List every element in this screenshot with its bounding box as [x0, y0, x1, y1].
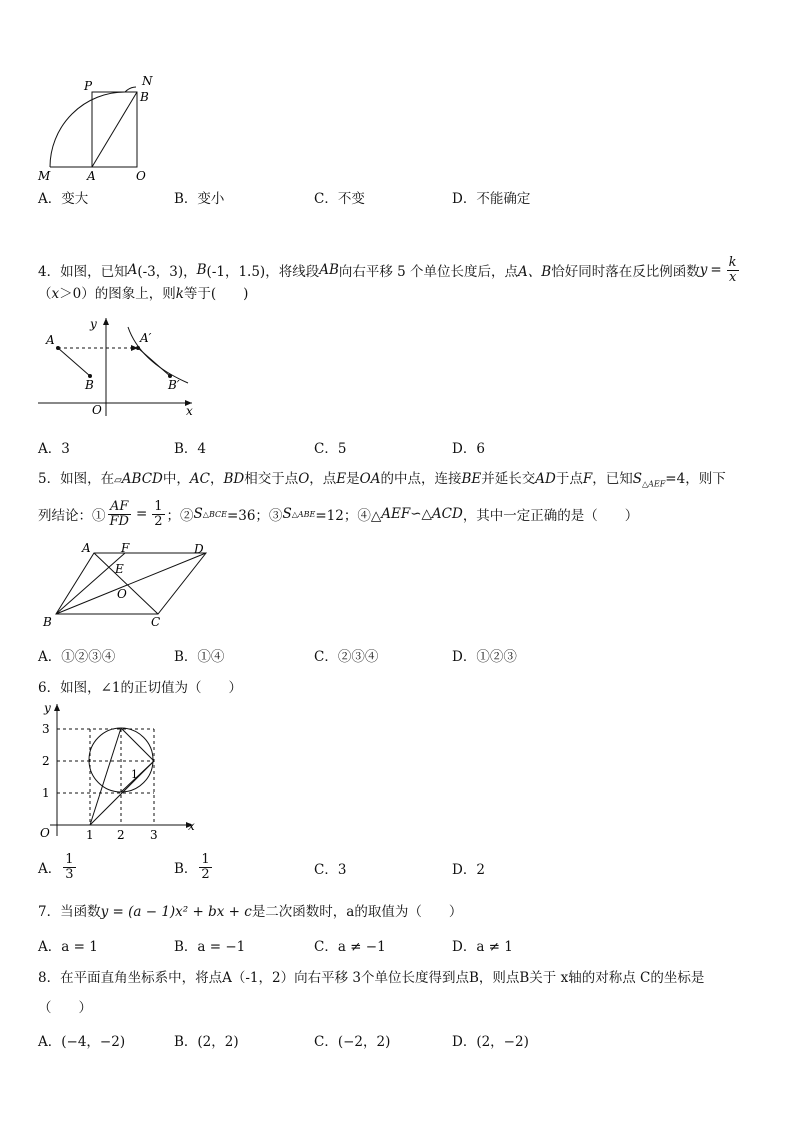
q6-label-y1: 1 — [42, 786, 50, 800]
q4-text: A — [127, 262, 138, 278]
q5-text: 中， — [162, 471, 190, 487]
q5-text: ， — [209, 471, 224, 487]
q6-option-b-fraction — [199, 853, 211, 882]
q6-option-a-fraction — [63, 853, 75, 882]
q6-frac-den: 2 — [201, 866, 210, 882]
q3-label-M: M — [38, 169, 51, 183]
q3-label-B: B — [140, 90, 149, 104]
q6-option-b-letter: B． — [174, 861, 198, 877]
q7-option-c[interactable]: C．a ≠ −1 — [314, 939, 386, 955]
q4-option-b[interactable]: B．4 — [174, 441, 207, 457]
q5-label-A: A — [82, 541, 91, 555]
q4-option-d[interactable]: D．6 — [452, 441, 485, 457]
q8-option-b[interactable]: B．(2，2) — [174, 1034, 239, 1050]
q5-label-D: D — [194, 542, 204, 556]
q5-text: △BCE — [202, 509, 227, 519]
q6-option-d[interactable]: D．2 — [452, 862, 485, 878]
q3-option-d[interactable]: D．不能确定 — [452, 191, 531, 207]
q4-label-B: B — [85, 378, 94, 392]
q5-text: △ — [421, 506, 432, 522]
q6-option-a-letter: A． — [38, 861, 62, 877]
q5-frac-den: 2 — [154, 513, 163, 529]
q5-text: AC — [189, 471, 210, 487]
q6-option-b[interactable] — [174, 848, 214, 886]
q5-fraction-af-fd — [108, 500, 131, 529]
q5-text: S — [632, 471, 642, 487]
q4-fraction — [727, 256, 739, 285]
q5-text: ，点 — [309, 471, 337, 487]
q5-text: ，其中一定正确的是（ ） — [462, 508, 639, 524]
q6-label-x1: 1 — [86, 828, 94, 842]
q8-option-c[interactable]: C．(−2，2) — [314, 1034, 391, 1050]
q4-label-y: y — [90, 317, 97, 331]
q4-frac-den: x — [728, 269, 737, 285]
q4-text: k — [175, 286, 184, 302]
q4-text: (-1，1.5)，将线段 — [206, 264, 320, 280]
q4-label-O: O — [92, 403, 102, 417]
q3-figure — [30, 70, 160, 185]
q6-frac-num: 1 — [201, 851, 210, 867]
q6-frac-den: 3 — [65, 866, 74, 882]
q3-label-A: A — [87, 169, 96, 183]
parallelogram-icon: ▱ — [114, 475, 122, 486]
q5-figure — [34, 538, 220, 632]
q5-text: S — [193, 506, 203, 522]
q3-option-a[interactable]: A．变大 — [38, 191, 89, 207]
q6-frac-num: 1 — [65, 851, 74, 867]
q5-text: △ABE — [291, 509, 316, 519]
q5-text: =12；④△ — [315, 508, 382, 524]
q6-label-y: y — [44, 701, 51, 715]
q5-option-d[interactable]: D．①②③ — [452, 649, 517, 665]
q5-text: F — [582, 471, 593, 487]
q7-function: y = (a − 1)x² + bx + c — [100, 904, 252, 920]
q5-text: ∽ — [410, 506, 422, 522]
q6-figure — [30, 698, 200, 843]
q3-option-c[interactable]: C．不变 — [314, 191, 365, 207]
q5-text: BE — [461, 471, 482, 487]
q4-text: 向右平移 5 个单位长度后，点 — [338, 264, 519, 280]
q4-stem-line2 — [38, 282, 248, 302]
q5-frac-den: FD — [109, 513, 129, 529]
q6-label-x: x — [188, 819, 195, 833]
q5-text: ；② — [166, 508, 194, 524]
q4-label-x: x — [186, 404, 193, 418]
q4-text: ＞0）的图象上，则 — [59, 286, 176, 302]
q4-text: （ — [38, 286, 52, 302]
q5-text: 5．如图，在 — [38, 471, 115, 487]
q6-stem: 6．如图，∠1的正切值为（ ） — [38, 680, 242, 696]
q6-label-angle-1: 1 — [131, 768, 138, 781]
q5-option-b[interactable]: B．①④ — [174, 649, 225, 665]
q4-text: y — [699, 262, 708, 278]
q3-label-P: P — [84, 79, 93, 93]
q3-option-b[interactable]: B．变小 — [174, 191, 225, 207]
q5-text: ，已知 — [592, 471, 633, 487]
q7-text: 是二次函数时，a的取值为（ ） — [251, 904, 463, 920]
q6-label-y2: 2 — [42, 754, 50, 768]
q5-text: =4，则下 — [665, 471, 726, 487]
q5-label-F: F — [121, 541, 130, 555]
q6-option-c[interactable]: C．3 — [314, 862, 347, 878]
q5-text: E — [336, 471, 347, 487]
q8-option-a[interactable]: A．(−4，−2) — [38, 1034, 126, 1050]
q4-text: AB — [319, 262, 339, 278]
q5-text: = — [135, 506, 148, 522]
q3-label-N: N — [142, 74, 153, 88]
q8-option-d[interactable]: D．(2，−2) — [452, 1034, 529, 1050]
q4-text: 恰好同时落在反比例函数 — [551, 264, 700, 280]
q5-option-a[interactable]: A．①②③④ — [38, 649, 116, 665]
q5-frac-num: 1 — [154, 498, 163, 514]
q6-label-x2: 2 — [117, 828, 125, 842]
q5-text: 并延长交 — [481, 471, 536, 487]
q5-text: BD — [223, 471, 245, 487]
q5-text: OA — [359, 471, 381, 487]
q7-text: 7．当函数 — [38, 904, 101, 920]
q6-label-x3: 3 — [150, 828, 158, 842]
q5-stem-line1 — [38, 467, 726, 489]
q5-text: S — [282, 506, 292, 522]
q6-option-a[interactable] — [38, 848, 78, 886]
q5-label-O: O — [117, 587, 127, 601]
q5-text: ABCD — [121, 471, 163, 487]
q4-text: B — [196, 262, 207, 278]
q5-text: 的中点，连接 — [380, 471, 462, 487]
q5-text: O — [298, 471, 310, 487]
q4-frac-num: k — [728, 254, 737, 270]
q6-label-O: O — [40, 826, 50, 840]
q5-text: AEF — [381, 506, 411, 522]
q4-text: x — [51, 286, 60, 302]
q5-text: ACD — [431, 506, 463, 522]
q5-text: 列结论：① — [38, 508, 106, 524]
q7-option-d[interactable]: D．a ≠ 1 — [452, 939, 513, 955]
q4-text: (-3，3)， — [137, 264, 197, 280]
q3-label-O: O — [136, 169, 146, 183]
q4-text: A、B — [518, 264, 552, 280]
q5-text: △AEF — [641, 479, 666, 489]
q5-fraction-half — [152, 500, 164, 529]
q4-label-A-prime: A′ — [140, 331, 152, 345]
q8-stem-line1: 8．在平面直角坐标系中，将点A（-1，2）向右平移 3个单位长度得到点B，则点B关于 x轴的对称点 C的坐标是 — [38, 970, 705, 986]
q5-frac-num: AF — [108, 500, 131, 515]
q5-text: =36；③ — [226, 508, 283, 524]
q7-option-a[interactable]: A．a = 1 — [38, 939, 98, 955]
q4-text: 等于( ) — [183, 286, 249, 302]
q7-option-b[interactable]: B．a = −1 — [174, 939, 246, 955]
q5-stem-line2 — [38, 494, 638, 534]
q4-label-B-prime: B′ — [168, 378, 180, 392]
q5-option-c[interactable]: C．②③④ — [314, 649, 379, 665]
q5-text: 相交于点 — [244, 471, 299, 487]
q5-text: 是 — [346, 471, 360, 487]
q5-label-C: C — [151, 615, 161, 629]
q8-stem-line2: （ ） — [38, 1000, 92, 1016]
q5-label-E: E — [115, 562, 124, 576]
q5-text: AD — [535, 471, 556, 487]
q5-text: 于点 — [555, 471, 583, 487]
q4-option-c[interactable]: C．5 — [314, 441, 347, 457]
q6-label-y3: 3 — [42, 722, 50, 736]
q7-stem — [38, 900, 462, 920]
q4-text: 4．如图，已知 — [38, 264, 128, 280]
q4-option-a[interactable]: A．3 — [38, 441, 70, 457]
q4-text: = — [710, 262, 722, 278]
q5-label-B: B — [43, 615, 52, 629]
q4-figure — [30, 312, 200, 422]
q4-label-A: A — [46, 333, 55, 347]
